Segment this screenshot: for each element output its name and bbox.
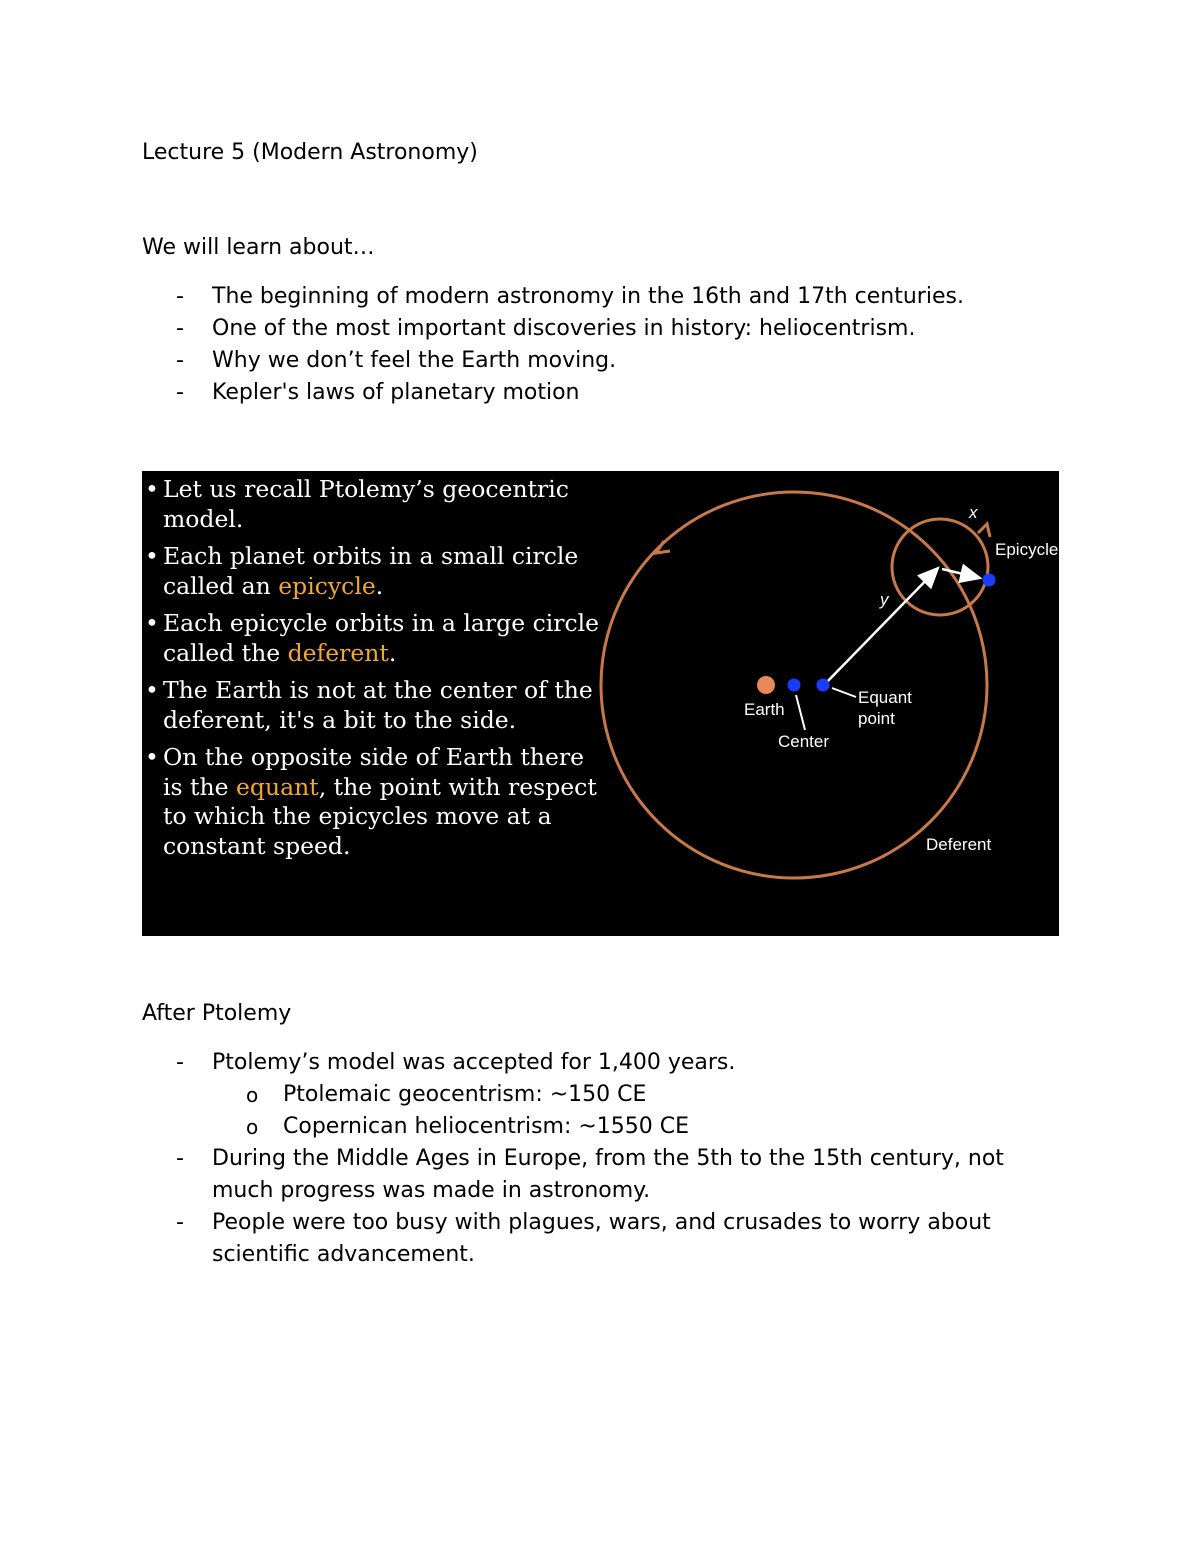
slide-image: [142, 471, 1059, 936]
list-item-text: During the Middle Ages in Europe, from the 5th to the 15th century, not much progress was made in astronomy.: [212, 1146, 1004, 1203]
dash-marker: -: [176, 348, 184, 373]
dash-marker: -: [176, 1050, 184, 1075]
center-dot: [788, 679, 801, 692]
dash-marker: -: [176, 316, 184, 341]
section-heading: After Ptolemy: [142, 1001, 292, 1026]
list-item: [142, 1207, 1072, 1271]
ptolemy-diagram: [142, 471, 1059, 936]
slide-bullet-text: , the point with respect to which the epicycles move at a constant speed.: [163, 772, 597, 860]
dash-marker: -: [176, 284, 184, 309]
epicycle-label: Epicycle: [995, 540, 1059, 559]
highlight-term: deferent: [287, 638, 389, 667]
list-item: [142, 313, 1062, 345]
bullet-marker: •: [145, 475, 159, 503]
dash-marker: -: [176, 380, 184, 405]
bullet-marker: •: [145, 743, 159, 771]
equant-dot: [817, 679, 830, 692]
x-label: x: [969, 503, 978, 522]
center-label: Center: [778, 732, 830, 751]
deferent-label: Deferent: [926, 835, 992, 854]
list-item-text: People were too busy with plagues, wars, and crusades to worry about scientific advancement.: [212, 1210, 991, 1267]
list-item-text: Kepler's laws of planetary motion: [212, 380, 580, 405]
learn-list: [142, 281, 1062, 409]
list-item: [142, 377, 1062, 409]
list-item-text: Why we don’t feel the Earth moving.: [212, 348, 617, 373]
list-item: [142, 1047, 1072, 1079]
intro-line: We will learn about…: [142, 235, 375, 260]
dash-marker: -: [176, 1210, 184, 1235]
slide-bullet-text: Let us recall Ptolemy’s geocentric model.: [163, 475, 569, 533]
list-item: [142, 345, 1062, 377]
earth-label: Earth: [744, 700, 785, 719]
bullet-marker: •: [145, 542, 159, 570]
slide-bullet-text: .: [375, 571, 384, 600]
x-vector: [942, 569, 980, 578]
dash-marker: -: [176, 1146, 184, 1171]
equant-label-line2: point: [858, 709, 895, 728]
list-item: [142, 1143, 1072, 1207]
equant-pointer: [832, 688, 856, 697]
list-item: [142, 281, 1062, 313]
bullet-marker: •: [145, 676, 159, 704]
highlight-term: equant: [236, 772, 319, 801]
after-ptolemy-list: [142, 1047, 1072, 1271]
planet-dot: [983, 574, 996, 587]
list-item-text: The beginning of modern astronomy in the 16th and 17th centuries.: [212, 284, 964, 309]
slide-bullet-text: Each planet orbits in a small circle called an: [163, 542, 579, 600]
list-item-text: One of the most important discoveries in history: heliocentrism.: [212, 316, 916, 341]
slide-bullet-text: The Earth is not at the center of the deferent, it's a bit to the side.: [163, 676, 593, 734]
list-item-text: Ptolemy’s model was accepted for 1,400 years.: [212, 1050, 736, 1075]
sub-list-item: [142, 1111, 1072, 1143]
earth-dot: [757, 676, 775, 694]
sub-list-item: [142, 1079, 1072, 1111]
slide-bullet-text: On the opposite side of Earth there is the: [163, 743, 584, 801]
list-item-text: Copernican heliocentrism: ~1550 CE: [283, 1114, 690, 1139]
slide-bullet-text: Each epicycle orbits in a large circle called the: [163, 609, 600, 667]
epicycle-direction-arrow: [978, 524, 990, 537]
bullet-marker: •: [145, 609, 159, 637]
highlight-term: epicycle: [278, 571, 376, 600]
circle-marker: o: [246, 1083, 259, 1107]
equant-label-line1: Equant: [858, 688, 912, 707]
lecture-title: Lecture 5 (Modern Astronomy): [142, 140, 478, 165]
y-vector: [824, 568, 938, 685]
y-label: y: [880, 590, 889, 609]
slide-bullet-text: .: [388, 638, 397, 667]
list-item-text: Ptolemaic geocentrism: ~150 CE: [283, 1082, 647, 1107]
circle-marker: o: [246, 1115, 259, 1139]
center-pointer: [796, 695, 805, 730]
